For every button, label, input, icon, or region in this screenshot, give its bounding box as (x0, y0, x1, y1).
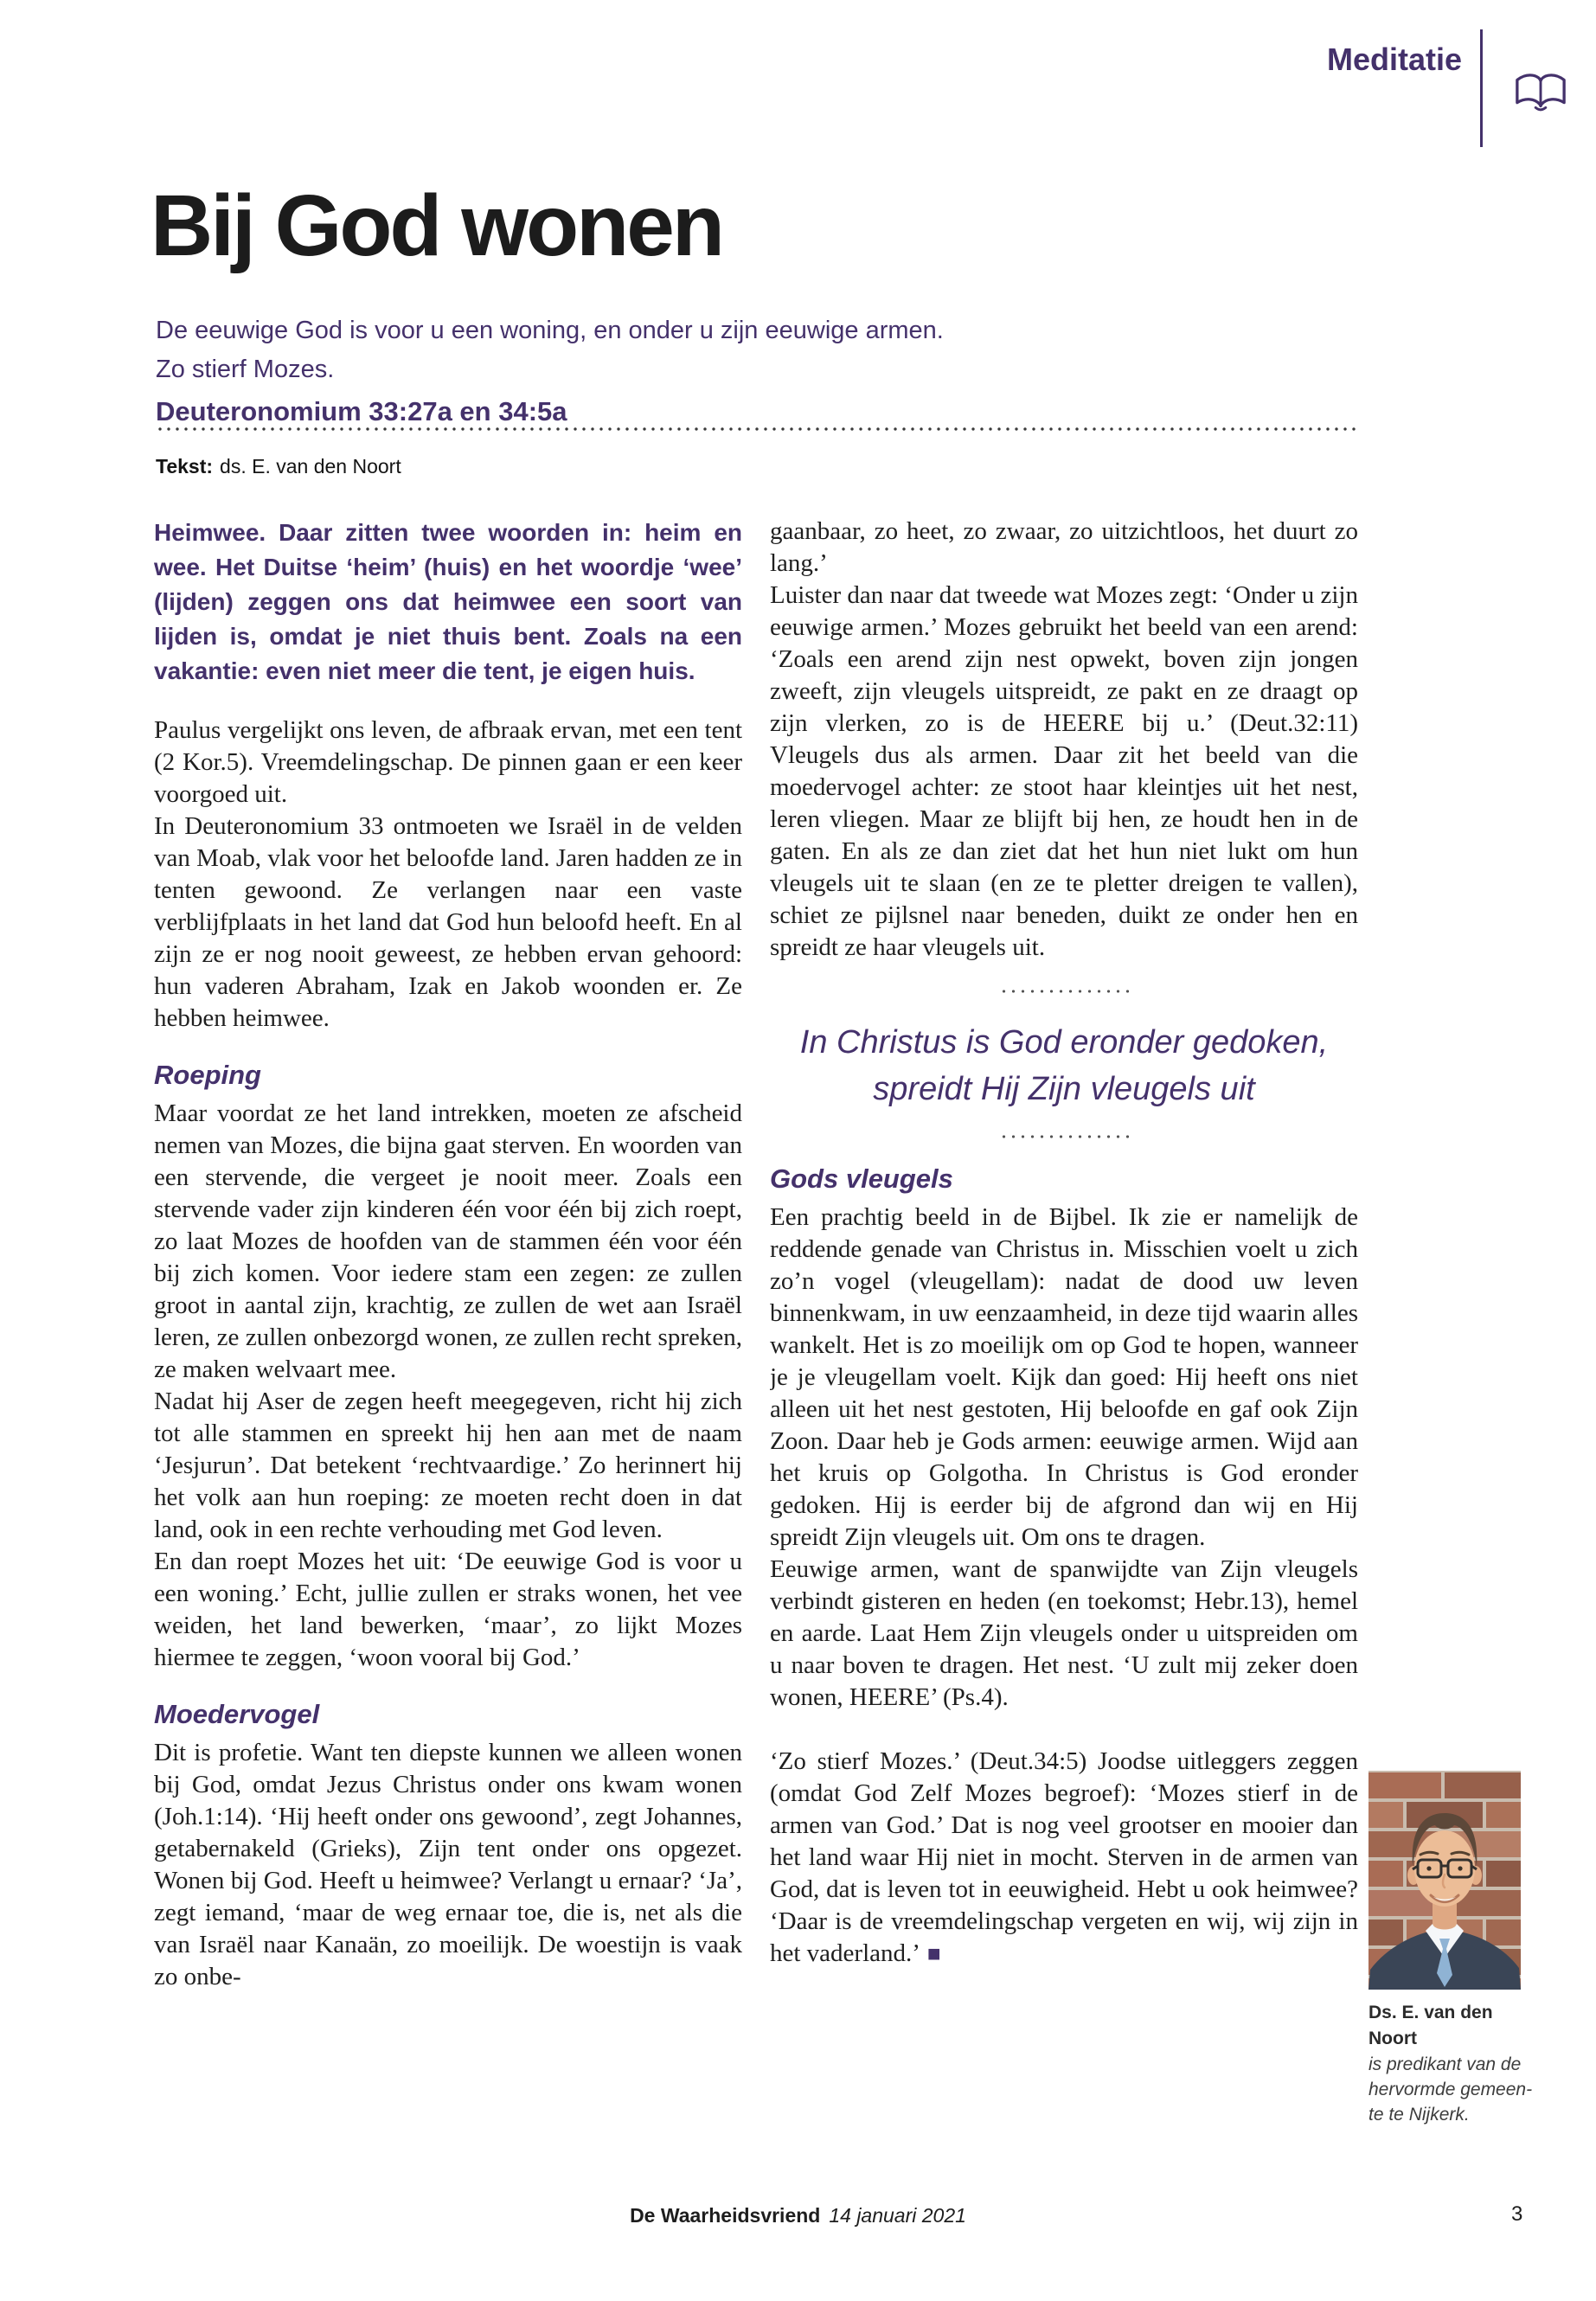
body-paragraph: Dit is profetie. Want ten diepste kunnen we alleen wonen bij God, omdat Jezus Christus onder ons kwam wonen (Joh.1:14). ‘Hij heeft onder ons gewoond’, zegt Johannes, getabernakeld (Grieks), Zijn tent onder ons opgezet. Wonen bij God. Heeft u heimwee? Verlangt u ernaar? ‘Ja’, zegt iemand, ‘maar de weg ernaar toe, die is, net als die van Israël naar Kanaän, zo moeilijk. De woestijn is vaak zo onbe- (154, 1739, 742, 1990)
article-end-mark: ■ (926, 1940, 941, 1966)
article-column-2 (770, 516, 1358, 2224)
section-heading: Moedervogel (154, 1699, 320, 1729)
dotted-rule (999, 1135, 1129, 1138)
pull-quote-line: In Christus is God eronder gedoken, (799, 1024, 1329, 1061)
caption-author-name: Ds. E. van den Noort (1368, 2003, 1493, 2048)
caption-line: te te Nijkerk. (1368, 2105, 1470, 2125)
caption-line: is predikant van de (1368, 2054, 1522, 2074)
page-footer (0, 2204, 1596, 2227)
photo-caption (1368, 2000, 1533, 2127)
body-paragraph: ‘Zo stierf Mozes.’ (Deut.34:5) Joodse uitleggers zeggen (omdat God Zelf Mozes begroef): ‘Mozes stierf in de armen van God.’ Dat is nog veel grootser en mooier dan het land waar Hij niet in mocht. Sterven in de armen van God, dat is leven tot in eeuwigheid. Hebt u ook heimwee? ‘Daar is de vreemdelingschap vergeten en wij, wij zijn in het vaderland.’ ■ (770, 1747, 1358, 1967)
scripture-quote (156, 311, 1280, 431)
caption-line: hervormde gemeen- (1368, 2080, 1533, 2099)
rubric-divider (1480, 29, 1483, 147)
section-heading: Roeping (154, 1060, 261, 1090)
body-paragraph: Luister dan naar dat tweede wat Mozes zegt: ‘Onder u zijn eeuwige armen.’ Mozes gebruikt het beeld van een arend: ‘Zoals een arend zijn nest opwekt, boven zijn jongen zweeft, zijn vleugels uitspreidt, ze pakt en ze draagt op zijn vlerken, zo is de HEERE bij u.’ (Deut.32:11) Vleugels dus als armen. Daar zit het beeld van die moedervogel achter: ze stoot haar kleintjes uit het nest, leren vliegen. Maar ze blijft bij hen, ze houdt hen in de gaten. En als ze dan ziet dat het hun niet lukt om hun vleugels uit te slaan (en ze te pletter dreigen te vallen), schiet ze pijlsnel naar beneden, duikt ze onder hen en spreidt ze haar vleugels uit. (770, 581, 1358, 961)
caption-author-role (1368, 2052, 1533, 2127)
column-2-bottom (770, 1163, 1358, 1970)
open-book-icon (1514, 69, 1567, 114)
footer-date: 14 januari 2021 (829, 2204, 966, 2227)
page-number: 3 (1511, 2202, 1523, 2226)
scripture-quote-line: De eeuwige God is voor u een woning, en onder u zijn eeuwige armen. (156, 317, 944, 344)
body-paragraph: En dan roept Mozes het uit: ‘De eeuwige God is voor u een woning.’ Echt, jullie zullen er straks wonen, het vee weiden, het land bewerken, ‘maar’, zo lijkt Mozes hiermee te zeggen, ‘woon vooral bij God.’ (154, 1548, 742, 1671)
body-paragraph: In Deuteronomium 33 ontmoeten we Israël in de velden van Moab, vlak voor het beloofde land. Jaren hadden ze in tenten gewoond. Ze verlangen naar een vaste verblijfplaats in het land dat God hun beloofd heeft. En al zijn ze er nog nooit geweest, ze hebben ervan gehoord: hun vaderen Abraham, Izak en Jakob woonden er. Ze hebben heimwee. (154, 812, 742, 1032)
body-paragraph: Eeuwige armen, want de spanwijdte van Zijn vleugels verbindt gisteren en heden (en toekomst; Hebr.13), hemel en aarde. Laat Hem Zijn vleugels onder u uitspreiden om u naar boven te dragen. Het nest. ‘U zult mij zeker doen wonen, HEERE’ (Ps.4). (770, 1555, 1358, 1711)
scripture-reference: Deuteronomium 33:27a en 34:5a (156, 396, 567, 426)
byline-author: ds. E. van den Noort (220, 455, 401, 478)
scripture-quote-line: Zo stierf Mozes. (156, 356, 335, 383)
dotted-rule (156, 427, 1356, 431)
pull-quote-line: spreidt Hij Zijn vleugels uit (873, 1071, 1255, 1107)
author-photo (1368, 1771, 1521, 1990)
column-2-top (770, 516, 1358, 964)
pull-quote (770, 990, 1358, 1138)
section-heading: Gods vleugels (770, 1163, 953, 1194)
article-title: Bij God wonen (151, 177, 722, 274)
body-paragraph: Een prachtig beeld in de Bijbel. Ik zie er namelijk de reddende genade van Christus in. Misschien voelt u zich zo’n vogel (vleugellam): nadat de dood uw leven binnenkwam, in uw eenzaamheid, in deze tijd waarin alles wankelt. Het is zo moeilijk om op God te hopen, wanneer je je vleugellam voelt. Kijk dan goed: Hij heeft ons niet alleen uit het nest gestoten, Hij beloofde en gaf ook Zijn Zoon. Daar heb je Gods armen: eeuwige armen. Wijd aan het kruis op Golgotha. In Christus is God eronder gedoken. Hij is eerder bij de afgrond dan wij en Hij spreidt Zijn vleugels uit. Om ons te dragen. (770, 1203, 1358, 1551)
body-paragraph: Paulus vergelijkt ons leven, de afbraak ervan, met een tent (2 Kor.5). Vreemdelingschap. De pinnen gaan er een keer voorgoed uit. (154, 716, 742, 808)
dotted-rule (999, 990, 1129, 993)
lead-paragraph: Heimwee. Daar zitten twee woorden in: heim en wee. Het Duitse ‘heim’ (huis) en het woordje ‘wee’ (lijden) zeggen ons dat heimwee een soort van lijden is, omdat je niet thuis bent. Zoals na een vakantie: even niet meer die tent, je eigen huis. (154, 519, 742, 684)
body-paragraph: Nadat hij Aser de zegen heeft meegegeven, richt hij zich tot alle stammen en spreekt hij hen aan met de naam ‘Jesjurun’. Dat betekent ‘rechtvaardige.’ Zo herinnert hij het volk aan hun roeping: ze moeten recht doen in dat land, ook in een rechte verhouding met God leven. (154, 1388, 742, 1543)
section-rubric: Meditatie (1326, 42, 1462, 77)
body-paragraph: Maar voordat ze het land intrekken, moeten ze afscheid nemen van Mozes, die bijna gaat sterven. En woorden van een stervende, die vergeet je nooit meer. Zoals een stervende vader zijn kinderen één voor één bij zich roept, zo laat Mozes de hoofden van de stammen één voor één bij zich komen. Voor iedere stam een zegen: ze zullen groot in aantal zijn, krachtig, ze zullen de wet aan Israël leren, ze zullen onbezorgd wonen, ze zullen recht spreken, ze maken welvaart mee. (154, 1099, 742, 1383)
article-column-1 (154, 516, 742, 2224)
byline-label: Tekst: (156, 455, 214, 478)
body-paragraph: gaanbaar, zo heet, zo zwaar, zo uitzichtloos, het duurt zo lang.’ (770, 517, 1358, 577)
footer-brand: De Waarheidsvriend (630, 2204, 821, 2227)
byline (156, 455, 401, 478)
